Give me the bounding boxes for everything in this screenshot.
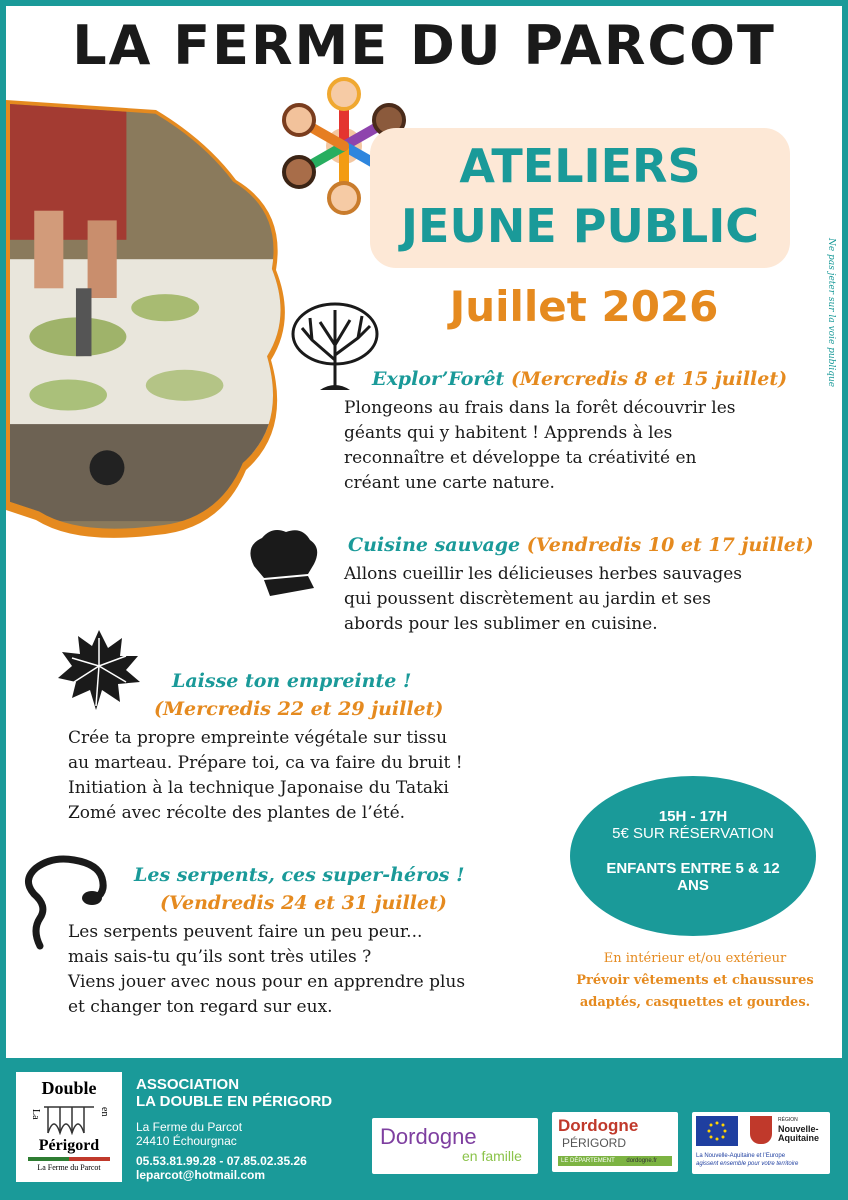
partner-1-sub: en famille [462, 1148, 522, 1164]
nouvelle-aquitaine-europe-logo [692, 1112, 830, 1174]
activity-2-line-3: abords pour les sublimer en cuisine. [344, 614, 658, 634]
activity-3-line-2: au marteau. Prépare toi, ca va faire du bruit ! [68, 753, 463, 773]
activity-3-line-3: Initiation à la technique Japonaise du Tataki [68, 778, 449, 798]
page-title: LA FERME DU PARCOT [72, 14, 776, 77]
activity-4-dates: (Vendredis 24 et 31 juillet) [160, 892, 447, 914]
activity-1-description [344, 396, 802, 496]
partner-3-caption-1: La Nouvelle-Aquitaine et l’Europe [696, 1153, 786, 1159]
logo-bottom: Périgord [38, 1137, 100, 1154]
association-info [136, 1076, 332, 1182]
logo-sub: La Ferme du Parcot [37, 1163, 101, 1172]
activity-3-name: Laisse ton empreinte ! [172, 670, 412, 692]
month-heading: Juillet 2026 [449, 282, 719, 331]
ages-line-2: ANS [677, 877, 709, 894]
dordogne-perigord-logo [552, 1112, 678, 1172]
address-line-1: La Ferme du Parcot [136, 1120, 243, 1134]
activity-4-line-2: mais sais-tu qu’ils sont très utiles ? [68, 947, 372, 967]
partner-2-name: Dordogne [558, 1116, 639, 1135]
side-note: Ne pas jeter sur la voie publique [826, 238, 836, 388]
activity-1-line-3: reconnaître et développe ta créativité en [344, 448, 697, 468]
partner-2-label: LE DÉPARTEMENT [561, 1158, 615, 1164]
email: leparcot@hotmail.com [136, 1168, 266, 1182]
phone: 05.53.81.99.28 - 07.85.02.35.26 [136, 1154, 307, 1168]
activity-3-description [68, 726, 522, 826]
note-line-1: En intérieur et/ou extérieur [603, 951, 787, 966]
price: 5€ SUR RÉSERVATION [612, 825, 774, 842]
association-logo [16, 1072, 122, 1182]
partner-3-caption-2: agissent ensemble pour votre territoire [696, 1161, 799, 1167]
org-line-1: ASSOCIATION [136, 1076, 240, 1093]
partner-3-label: RÉGION [778, 1117, 798, 1123]
practical-note [556, 948, 834, 1014]
activity-2-line-1: Allons cueillir les délicieuses herbes sauvages [344, 564, 743, 584]
hours: 15H - 17H [658, 808, 728, 825]
activity-1-title [372, 368, 787, 390]
tree-icon [290, 300, 380, 392]
logo-top: Double [41, 1078, 97, 1098]
logo-side-left: La [30, 1109, 41, 1120]
partner-3-name-2: Aquitaine [778, 1133, 820, 1143]
partner-2-region: PÉRIGORD [562, 1136, 627, 1150]
logo-side-right: en [99, 1107, 110, 1117]
org-line-2: LA DOUBLE EN PÉRIGORD [136, 1093, 333, 1110]
workshop-photo [6, 100, 286, 550]
activity-3-line-1: Crée ta propre empreinte végétale sur tissu [68, 728, 448, 748]
banner-line-2: JEUNE PUBLIC [400, 199, 760, 253]
activity-4-line-4: et changer ton regard sur eux. [68, 997, 333, 1017]
activity-1-dates: (Mercredis 8 et 15 juillet) [510, 368, 788, 390]
partner-1-name: Dordogne [380, 1124, 477, 1149]
dordogne-en-famille-logo [372, 1118, 538, 1174]
address-line-2: 24410 Échourgnac [136, 1134, 237, 1148]
region-crest-icon [750, 1116, 772, 1144]
partner-3-name-1: Nouvelle- [778, 1124, 819, 1134]
fence-icon [42, 1103, 96, 1135]
activity-2-name: Cuisine sauvage [348, 534, 521, 556]
activity-2-line-2: qui poussent discrètement au jardin et ses [344, 589, 711, 609]
eu-flag-icon [696, 1116, 738, 1146]
activity-4-description [68, 920, 528, 1020]
note-line-3: adaptés, casquettes et gourdes. [579, 995, 811, 1010]
activity-2-title [348, 534, 814, 556]
activity-4-name: Les serpents, ces super-héros ! [134, 864, 465, 886]
activity-3-dates: (Mercredis 22 et 29 juillet) [154, 698, 444, 720]
activity-1-line-2: géants qui y habitent ! Apprends à les [344, 423, 673, 443]
leaf-icon [56, 626, 142, 712]
banner-line-1: ATELIERS [459, 139, 701, 193]
chef-hat-icon [244, 526, 322, 598]
activity-1-line-1: Plongeons au frais dans la forêt découvrir les [344, 398, 736, 418]
activity-2-description [344, 562, 802, 637]
note-line-2: Prévoir vêtements et chaussures [576, 973, 814, 988]
ages-line-1: ENFANTS ENTRE 5 & 12 [606, 860, 780, 877]
activity-3-line-4: Zomé avec récolte des plantes de l’été. [68, 803, 406, 823]
activity-1-line-4: créant une carte nature. [344, 473, 555, 493]
activity-2-dates: (Vendredis 10 et 17 juillet) [526, 534, 814, 556]
activity-4-line-3: Viens jouer avec nous pour en apprendre plus [68, 972, 466, 992]
activity-4-line-1: Les serpents peuvent faire un peu peur... [68, 922, 423, 942]
info-oval [570, 776, 816, 936]
activity-1-name: Explor’Forêt [372, 368, 505, 390]
ateliers-banner [370, 128, 790, 268]
partner-2-url: dordogne.fr [626, 1158, 658, 1164]
